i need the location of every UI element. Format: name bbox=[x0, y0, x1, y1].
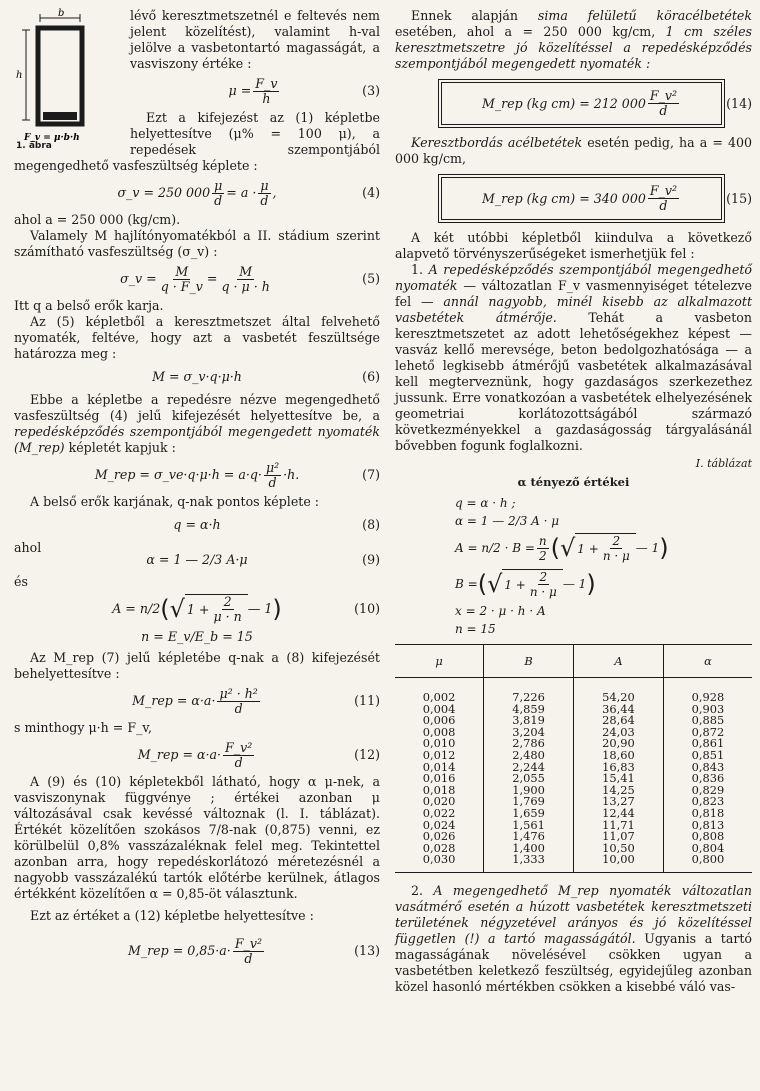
paragraph: A belső erők karjának, q-nak pontos képlete : bbox=[30, 494, 320, 509]
table-title: α tényező értékei bbox=[517, 475, 630, 489]
table-cell: 0,010 bbox=[422, 736, 456, 751]
paragraph: Keresztbordás acélbetétek esetén pedig, ha a = 400 000 kg/cm, bbox=[395, 135, 752, 166]
equation-10b: n = E_v/E_b = 15 bbox=[141, 629, 253, 644]
table-cell: 14,25 bbox=[573, 785, 663, 797]
table-row bbox=[395, 678, 752, 704]
paragraph: Ezt az értéket a (12) képletbe helyettesítve : bbox=[30, 908, 314, 923]
table-cell: 0,014 bbox=[422, 759, 456, 774]
equation-13: M_rep = 0,85·a· $\frac{\text{F\_v²}}{d}$ (13) bbox=[127, 935, 380, 966]
table-cell: 15,41 bbox=[573, 773, 663, 785]
column-header-a: A bbox=[573, 645, 663, 678]
paragraph: Itt q a belső erők karja. bbox=[14, 298, 164, 313]
paragraph: A (9) és (10) képletekből látható, hogy α μ-nek, a vasviszonynak függvénye ; értékei azonban μ változásával csak kevéssé változnak (l. I. táblázat). Értékét közelítően szokásos 7/8-nak (0,875) venni, ez körülbelül 0,8% vasszázaléknak felel meg. Tekintettel azonban arra, hogy repedéskorlátozó méretezésnél a nagyobb vasszázalékú tartók előtérbe kerülnek, átlagos értékként közelítően α = 0,85-öt választunk. bbox=[14, 774, 380, 901]
definition-line: n = 15 bbox=[455, 622, 496, 636]
paragraph: Ezt a kifejezést az (1) képletbe helyettesítve (μ% = 100 μ), a repedések szempontjából megengedhető vasfeszültség képlete : bbox=[14, 110, 380, 173]
table-row bbox=[395, 854, 752, 872]
table-cell: 0,818 bbox=[663, 808, 752, 820]
paragraph: s minthogy μ·h = F_v, bbox=[14, 720, 152, 735]
table-cell: 3,819 bbox=[484, 715, 574, 727]
paragraph: Az M_rep (7) jelű képletébe q-nak a (8) kifejezését behelyettesítve : bbox=[14, 650, 380, 681]
table-cell: 0,829 bbox=[663, 785, 752, 797]
paragraph: 2. A megengedhető M_rep nyomaték változatlan vasátmérő esetén a húzott vasbetétek keresztmetszeti területének négyzetével arányos és jó közelítéssel független (!) a tartó magasságától. Ugyanis a tartó magasságának növelésével csökken ugyan a vasbetétben keletkező feszültség, egyidejűleg azonban közel hasonló mértékben csökken a kisebbé váló vas- bbox=[395, 882, 753, 994]
table-cell: 4,859 bbox=[484, 704, 574, 716]
table-cell: 0,836 bbox=[663, 773, 752, 785]
equation-12: M_rep = α·a· $\frac{\text{F\_v²}}{d}$ (12) bbox=[137, 739, 380, 770]
definition-line: B = ( √ 1 + $\frac{2}{n \cdot \mu}$ — 1 ) bbox=[455, 570, 596, 599]
table-cell: 1,561 bbox=[484, 820, 574, 832]
equation-8: q = α·h (8) bbox=[173, 517, 380, 532]
equation-3: μ = $\frac{F\_v}{h}$ (3) bbox=[228, 75, 380, 106]
table-cell: 0,843 bbox=[663, 762, 752, 774]
table-cell: 36,44 bbox=[573, 704, 663, 716]
table-cell: 2,055 bbox=[484, 773, 574, 785]
table-cell: 12,44 bbox=[573, 808, 663, 820]
paragraph: Az (5) képletből a keresztmetszet által felvehető nyomaték, feltéve, hogy azt a vasbetét feszültsége határozza meg : bbox=[14, 314, 380, 361]
table-cell: 10,00 bbox=[573, 854, 663, 872]
table-cell: 0,804 bbox=[663, 843, 752, 855]
paragraph: Ebbe a képletbe a repedésre nézve megengedhető vasfeszültség (4) jelű kifejezését helyettesítve be, a repedésképződés szempontjából megengedett nyomaték (M_rep) képletét kapjuk : bbox=[14, 392, 380, 455]
table-cell: 20,90 bbox=[573, 738, 663, 750]
column-header-mu: μ bbox=[395, 645, 484, 678]
cross-section-diagram bbox=[14, 8, 122, 144]
table-caption: I. táblázat bbox=[695, 457, 752, 470]
table-cell: 18,60 bbox=[573, 750, 663, 762]
table-cell: 1,900 bbox=[484, 785, 574, 797]
table-cell: 0,006 bbox=[422, 713, 456, 728]
column-header-b: B bbox=[484, 645, 574, 678]
equation-5: σ_v = $\frac{M}{q \cdot F\_v}$ = $\frac{M}{q \cdot \mu \cdot h}$ (5) bbox=[120, 263, 380, 294]
table-cell: 16,83 bbox=[573, 762, 663, 774]
table-cell: 0,026 bbox=[422, 829, 456, 844]
table-cell: 1,476 bbox=[484, 831, 574, 843]
table-cell: 0,928 bbox=[663, 678, 752, 704]
table-cell: 0,022 bbox=[422, 805, 456, 820]
table-cell: 10,50 bbox=[573, 843, 663, 855]
table-cell: 11,07 bbox=[573, 831, 663, 843]
paragraph: lévő keresztmetszetnél e feltevés nem jelent közelítést), valamint h-val jelölve a vasbetontartó magasságát, a vasviszony értéke : bbox=[130, 8, 380, 71]
paragraph: ahol a = 250 000 (kg/cm). bbox=[14, 212, 181, 227]
table-cell: 28,64 bbox=[573, 715, 663, 727]
table-cell: 0,004 bbox=[422, 701, 456, 716]
definition-line: α = 1 — 2/3 A · μ bbox=[455, 514, 560, 528]
table-cell: 0,861 bbox=[663, 738, 752, 750]
equation-6: M = σ_v·q·μ·h (6) bbox=[152, 369, 380, 384]
definition-line: q = α · h ; bbox=[455, 496, 516, 510]
table-cell: 0,813 bbox=[663, 820, 752, 832]
table-cell: 0,885 bbox=[663, 715, 752, 727]
table-cell: 0,008 bbox=[422, 724, 456, 739]
figure-caption: 1. ábra bbox=[16, 141, 52, 151]
alpha-table bbox=[395, 644, 752, 873]
equation-4: σ_v = 250 000 $\frac{\mu}{d}$ = a · $\frac{\mu}{d}$ , (4) bbox=[117, 177, 380, 208]
paragraph: és bbox=[14, 574, 28, 589]
fig-h-label: h bbox=[16, 70, 23, 81]
table-cell: 54,20 bbox=[573, 678, 663, 704]
table-cell: 0,903 bbox=[663, 704, 752, 716]
figure-1 bbox=[14, 8, 122, 154]
equation-7: M_rep = σ_ve·q·μ·h = a·q· $\frac{\text{μ²}}{d}$ ·h. (7) bbox=[94, 459, 380, 490]
table-cell: 0,028 bbox=[422, 840, 456, 855]
table-cell: 0,030 bbox=[395, 854, 484, 872]
paragraph: Ennek alapján sima felületű köracélbetétek esetében, ahol a = 250 000 kg/cm, 1 cm széles keresztmetszetre jó közelítéssel a repedésképződés szempontjából megengedett nyomaték : bbox=[395, 8, 752, 71]
definition-line: A = n/2 · B = $\frac{n}{2}$ ( √ 1 + $\frac{2}{n \cdot \mu}$ — 1 ) bbox=[455, 533, 669, 563]
table-cell: 0,020 bbox=[422, 794, 456, 809]
table-cell: 0,018 bbox=[422, 782, 456, 797]
table-cell: 1,659 bbox=[484, 808, 574, 820]
table-cell: 0,002 bbox=[422, 690, 456, 704]
equation-14: M_rep (kg cm) = 212 000 $\frac{\text{F\_v²}}{d}$ (14) bbox=[395, 82, 752, 125]
table-cell: 3,204 bbox=[484, 727, 574, 739]
table-cell: 0,016 bbox=[422, 771, 456, 786]
table-cell: 11,71 bbox=[573, 820, 663, 832]
fig-fv-label: F_v = μ·b·h bbox=[24, 133, 80, 143]
table-cell: 0,872 bbox=[663, 727, 752, 739]
table-cell: 1,400 bbox=[484, 843, 574, 855]
table-definitions bbox=[455, 494, 752, 638]
column-header-alpha: α bbox=[663, 645, 752, 678]
table-cell: 1,333 bbox=[484, 854, 574, 872]
equation-9: α = 1 — 2/3 A·μ (9) bbox=[146, 552, 380, 567]
equation-10: A = n/2 ( √ 1 + $\frac{2}{\mu \cdot n}$ — 1 ) (10) bbox=[112, 594, 380, 624]
table-cell: 0,024 bbox=[422, 817, 456, 832]
table-cell: 2,786 bbox=[484, 738, 574, 750]
table-cell: 2,480 bbox=[484, 750, 574, 762]
table-cell: 0,823 bbox=[663, 796, 752, 808]
table-cell: 24,03 bbox=[573, 727, 663, 739]
paragraph: 1. A repedésképződés szempontjából megengedhető nyomaték — változatlan F_v vasmennyiséget tételezve fel — annál nagyobb, minél kisebb az alkalmazott vasbetétek átmérője. Tehát a vasbeton keresztmetszetet az adott lehetőségekhez képest — vasváz kellő merevsége, beton bedolgozhatósága — a lehető legkisebb átmérőjű vasbetétek alkalmazásával kell megterveznünk, hogy gazdaságos szerkezethez jussunk. Erre vonatkozóan a vasbetétek elhelyezésének geometriai korlátozottságából származó következményekkel a gazdaságosság tárgyalásánál bővebben fogunk foglalkozni. bbox=[395, 262, 752, 453]
table-cell: 13,27 bbox=[573, 796, 663, 808]
equation-15: M_rep (kg cm) = 340 000 $\frac{\text{F\_v²}}{d}$ (15) bbox=[395, 177, 752, 220]
fig-b-label: b bbox=[58, 8, 65, 19]
equation-11: M_rep = α·a· $\frac{\text{μ² · h²}}{d}$ (11) bbox=[132, 685, 380, 716]
table-cell: 0,800 bbox=[663, 854, 752, 872]
paragraph: ahol bbox=[14, 540, 42, 555]
right-column bbox=[395, 8, 752, 995]
table-cell: 0,808 bbox=[663, 831, 752, 843]
table-cell: 7,226 bbox=[484, 678, 574, 704]
table-cell: 1,769 bbox=[484, 796, 574, 808]
paragraph: A két utóbbi képletből kiindulva a következő alapvető törvényszerűségeket ismerhetjük fel : bbox=[395, 230, 752, 261]
table-cell: 0,851 bbox=[663, 750, 752, 762]
definition-line: x = 2 · μ · h · A bbox=[455, 604, 546, 618]
left-column bbox=[14, 8, 380, 970]
table-cell: 2,244 bbox=[484, 762, 574, 774]
table-cell: 0,012 bbox=[422, 747, 456, 762]
paragraph: Valamely M hajlítónyomatékból a II. stádium szerint számítható vasfeszültség (σ_v) : bbox=[14, 228, 380, 259]
